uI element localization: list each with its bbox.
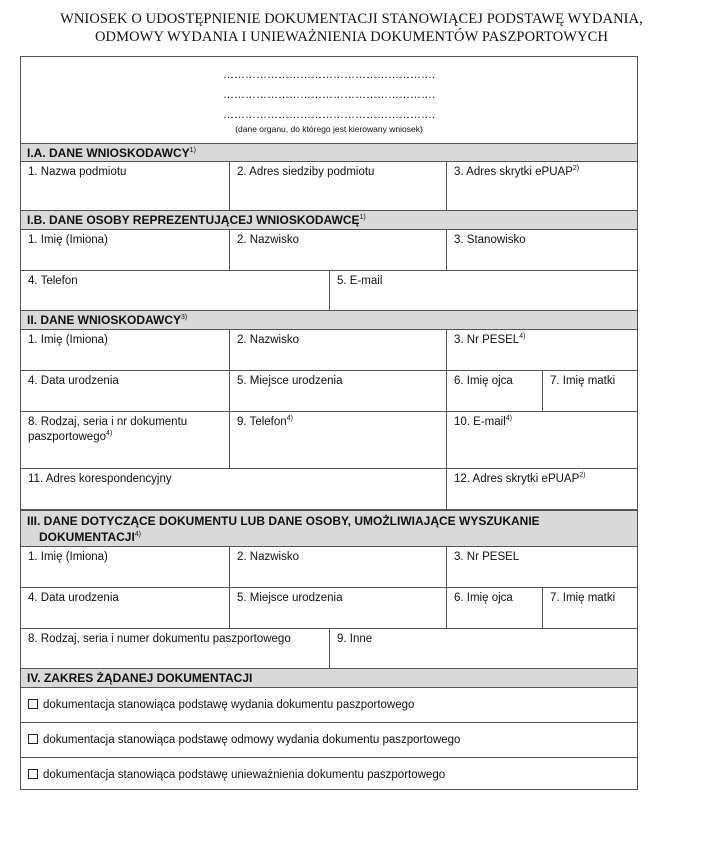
checkbox-issuance-label: dokumentacja stanowiąca podstawę wydania dokumentu paszportowego: [43, 699, 415, 711]
field-ii-first-name[interactable]: [21, 330, 230, 371]
section-ia-note: 1): [189, 147, 196, 154]
field-label: 4. Data urodzenia: [28, 375, 119, 387]
organ-dotted-line-1[interactable]: ………………………………………………….: [222, 69, 436, 81]
field-ia-entity-name[interactable]: [21, 162, 230, 211]
field-ii-last-name[interactable]: [230, 330, 447, 371]
section-ib-note: 1): [359, 214, 366, 221]
divider: [229, 588, 230, 629]
field-iii-birth-place[interactable]: [230, 588, 447, 629]
field-ii-birth-date[interactable]: [21, 371, 230, 412]
section-ib-label: I.B. DANE OSOBY REPREZENTUJĄCEJ WNIOSKODAWCĘ: [27, 213, 360, 227]
field-label: 5. E-mail: [337, 275, 383, 287]
field-iii-other[interactable]: [330, 629, 637, 669]
field-iii-father-name[interactable]: [447, 588, 543, 629]
divider: [542, 371, 543, 412]
footnote-ref: 2): [572, 165, 580, 173]
organ-caption: (dane organu, do którego jest kierowany wniosek): [235, 124, 423, 134]
field-ib-last-name[interactable]: [230, 230, 447, 271]
field-ii-mother-name[interactable]: [543, 371, 637, 412]
section-iv-label: IV. ZAKRES ŻĄDANEJ DOKUMENTACJI: [27, 671, 253, 685]
footnote-ref: 4): [519, 333, 526, 341]
field-label: 2. Adres siedziby podmiotu: [237, 166, 375, 178]
field-label: 1. Imię (Imiona): [28, 234, 108, 246]
checkbox-refusal[interactable]: [28, 734, 38, 744]
checkbox-row-refusal[interactable]: [21, 723, 637, 758]
section-ia-label: I.A. DANE WNIOSKODAWCY: [27, 146, 190, 160]
field-label: 1. Imię (Imiona): [28, 334, 108, 346]
divider: [446, 412, 447, 469]
field-iii-birth-date[interactable]: [21, 588, 230, 629]
field-label: 2. Nazwisko: [237, 551, 299, 563]
divider: [446, 469, 447, 510]
field-ia-epuap[interactable]: [447, 162, 637, 211]
field-ii-phone[interactable]: [230, 412, 447, 469]
field-label: 3. Stanowisko: [454, 234, 526, 246]
divider: [446, 371, 447, 412]
organ-dotted-line-3[interactable]: ………………………………………………….: [222, 109, 436, 121]
field-iii-passport-doc[interactable]: [21, 629, 330, 669]
organ-block: [21, 57, 637, 143]
section-ii-label: II. DANE WNIOSKODAWCY: [27, 313, 182, 327]
field-label: 6. Imię ojca: [454, 592, 513, 604]
footnote-ref: 4): [505, 415, 513, 423]
field-label: 11. Adres korespondencyjny: [28, 473, 172, 485]
field-label: 5. Miejsce urodzenia: [237, 375, 343, 387]
checkbox-issuance[interactable]: [28, 699, 38, 709]
form-title: [0, 10, 703, 46]
field-ib-phone[interactable]: [21, 271, 330, 311]
field-label: 12. Adres skrytki ePUAP: [454, 473, 580, 485]
checkbox-row-issuance[interactable]: [21, 688, 637, 723]
checkbox-invalidation[interactable]: [28, 769, 38, 779]
field-label: 5. Miejsce urodzenia: [237, 592, 343, 604]
field-iii-first-name[interactable]: [21, 547, 230, 588]
field-label: 1. Imię (Imiona): [28, 551, 108, 563]
field-label: 1. Nazwa podmiotu: [28, 166, 127, 178]
footnote-ref: 4): [106, 430, 113, 438]
field-label: 4. Data urodzenia: [28, 592, 119, 604]
divider: [229, 412, 230, 469]
field-iii-mother-name[interactable]: [543, 588, 637, 629]
organ-dotted-line-2[interactable]: ………………………………………………….: [222, 89, 436, 101]
field-label: 7. Imię matki: [550, 375, 616, 387]
form-table: [20, 56, 638, 790]
checkbox-row-invalidation[interactable]: [21, 758, 637, 789]
field-label: 8. Rodzaj, seria i nr dokumentu: [28, 416, 188, 428]
divider: [229, 547, 230, 588]
field-label: 3. Adres skrytki ePUAP: [454, 166, 573, 178]
section-ib-header: [21, 210, 637, 230]
field-iii-pesel[interactable]: [447, 547, 637, 588]
field-label: 8. Rodzaj, seria i numer dokumentu paszportowego: [28, 633, 291, 645]
divider: [446, 230, 447, 271]
section-ia-header: [21, 143, 637, 162]
footnote-ref: 2): [579, 472, 586, 480]
field-ib-first-name[interactable]: [21, 230, 230, 271]
section-iii-note: 4): [134, 531, 142, 538]
section-iii-label-2: DOKUMENTACJI: [39, 530, 135, 544]
footnote-ref: 4): [286, 415, 293, 423]
form-title-line-2: ODMOWY WYDANIA I UNIEWAŻNIENIA DOKUMENTÓW PASZPORTOWYCH: [94, 29, 609, 45]
field-ii-correspondence-address[interactable]: [21, 469, 447, 510]
field-label: 3. Nr PESEL: [454, 551, 520, 563]
field-label: 4. Telefon: [28, 275, 78, 287]
section-iv-header: [21, 668, 637, 688]
divider: [446, 330, 447, 371]
field-ib-email[interactable]: [330, 271, 637, 311]
field-label: 7. Imię matki: [550, 592, 616, 604]
field-label: 6. Imię ojca: [454, 375, 513, 387]
field-ia-entity-address[interactable]: [230, 162, 447, 211]
divider: [446, 162, 447, 211]
form-title-line-1: WNIOSEK O UDOSTĘPNIENIE DOKUMENTACJI STANOWIĄCEJ PODSTAWĘ WYDANIA,: [60, 11, 643, 27]
field-label: 3. Nr PESEL: [454, 334, 520, 346]
section-ii-note: 3): [181, 314, 188, 321]
field-label: 9. Telefon: [237, 416, 287, 428]
field-ii-father-name[interactable]: [447, 371, 543, 412]
section-iii-header: [21, 510, 637, 547]
field-label: 2. Nazwisko: [237, 334, 299, 346]
field-ii-pesel[interactable]: [447, 330, 637, 371]
field-ii-birth-place[interactable]: [230, 371, 447, 412]
checkbox-invalidation-label: dokumentacja stanowiąca podstawę unieważnienia dokumentu paszportowego: [43, 769, 446, 781]
field-label: 2. Nazwisko: [237, 234, 299, 246]
divider: [229, 371, 230, 412]
divider: [229, 230, 230, 271]
checkbox-refusal-label: dokumentacja stanowiąca podstawę odmowy wydania dokumentu paszportowego: [43, 734, 461, 746]
field-ii-email[interactable]: [447, 412, 637, 469]
field-ii-epuap[interactable]: [447, 469, 637, 510]
field-ii-passport-doc[interactable]: [21, 412, 230, 469]
field-iii-last-name[interactable]: [230, 547, 447, 588]
field-label-cont: paszportowego: [28, 431, 106, 443]
divider: [446, 547, 447, 588]
section-ii-header: [21, 310, 637, 330]
divider: [446, 588, 447, 629]
divider: [229, 330, 230, 371]
divider: [229, 162, 230, 211]
field-label: 9. Inne: [337, 633, 373, 645]
section-iii-label-1: III. DANE DOTYCZĄCE DOKUMENTU LUB DANE OSOBY, UMOŻLIWIAJĄCE WYSZUKANIE: [27, 514, 540, 528]
field-ib-position[interactable]: [447, 230, 637, 271]
divider: [329, 629, 330, 669]
divider: [329, 271, 330, 311]
divider: [542, 588, 543, 629]
field-label: 10. E-mail: [454, 416, 506, 428]
